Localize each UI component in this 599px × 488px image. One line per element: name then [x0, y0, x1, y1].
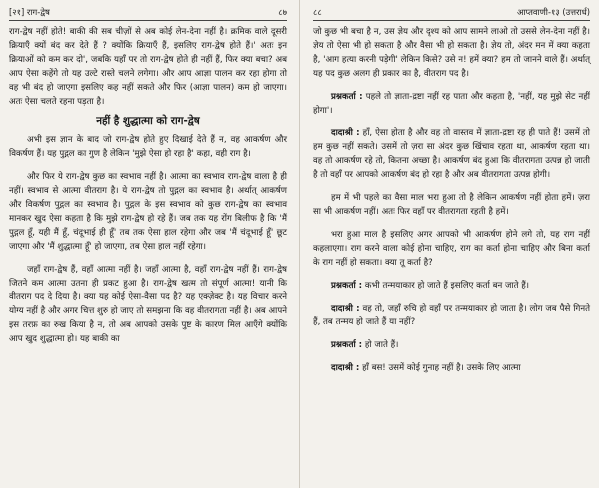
speaker-label: दादाश्री :	[331, 303, 360, 314]
dialogue-text: पहले तो ज्ञाता-द्रष्टा नहीं रह पाता और कहता है, 'नहीं, यह मुझे सेट नहीं होगा'।	[313, 91, 591, 116]
dialogue-text: कभी तन्मयाकार हो जाते हैं इसलिए कर्ता बन जाते हैं।	[364, 280, 530, 291]
left-paragraph-1: राग-द्वेष नहीं होते! बाकी की सब चीज़ों से अब कोई लेन-देना नहीं है। क्रमिक वाले दूसरी क्रियाएँ क्यों बंद कर देते हैं ? क्योंकि क्रियाएँ हैं, इसलिए राग-द्वेष होते हैं।' अतः इन क्रियाओं को कम कर दो', जबकि यहाँ पर तो राग-द्वेष होते ही नहीं हैं, फिर क्या बचा? अब आप ऐसा कहेंगे तो यह उल्टे रास्ते चलने लगेगा। और आप आज्ञा पालन कर रहा होगा तो वह भी बंद हो जाएगा इसलिए कह नहीं सकते और फिर (आज्ञा पालन) कम हो जाएगा। अतः ऐसा चलते रहना पड़ता है।	[9, 27, 287, 107]
dialogue-text: वह तो, जहाँ रुचि हो वहाँ पर तन्मयाकार हो जाता है। लोग जब पैसे गिनते हैं, तब तन्मय हो जाते हैं या नहीं?	[313, 303, 590, 328]
speaker-label: दादाश्री :	[331, 363, 360, 374]
right-paragraph-1: जो कुछ भी बचा है न, उस ज्ञेय और दृश्य को आप सामने लाओ तो उससे लेन-देना नहीं है। ज्ञेय तो ऐसा भी हो सकता है और वैसा भी हो सकता है। ज्ञेय तो, अंदर मन में क्या कहता है, 'आग हत्या करनी पड़ेगी' लेकिन किसे? उसे न! हमें क्या? हम तो जानने वाले हैं। अर्थात् यह पद कुछ अलग ही प्रकार का है, वीतराग पद है।	[313, 27, 590, 79]
right-paragraph-3: भरा हुआ माल है इसलिए अगर आपको भी आकर्षण होने लगे तो, यह राग नहीं कहलाएगा। राग करने वाला कोई होना चाहिए, राग का कर्ता होना चाहिए और बिना कर्ता के राग नहीं हो सकता। क्या तू कर्ता है?	[313, 229, 590, 268]
dialogue-text: हाँ बस! उसमें कोई गुनाह नहीं है। उसके लिए आत्मा	[362, 363, 521, 374]
speaker-label: दादाश्री :	[331, 128, 360, 139]
speaker-label: प्रश्नकर्ता :	[331, 91, 363, 102]
dialogue-question-2	[313, 280, 590, 294]
dialogue-question-3	[313, 339, 590, 353]
right-header-book-title: आप्तवाणी-१३ (उत्तरार्ध)	[516, 7, 590, 18]
dialogue-text: हो जाते हैं।	[364, 340, 399, 351]
left-page-header	[9, 6, 287, 21]
left-page	[0, 0, 299, 488]
left-paragraph-4: जहाँ राग-द्वेष हैं, वहाँ आत्मा नहीं है। जहाँ आत्मा है, वहाँ राग-द्वेष नहीं हैं। राग-द्वेष जितने कम आत्मा उतना ही प्रकट हुआ है। राग-द्वेष खत्म तो संपूर्ण आत्मा! यानी कि वीतराग पद दे दिया है। क्या यह कोई ऐसा-वैसा पद है? यह एक्ज़ेक्ट है। यह विचार करने योग्य नहीं है और अगर चित्त शुरु हो जाए तो समझना कि वह वीतरागता नहीं है। अब आपने इस तरफ़ का रुख किया है न, तो अब आपको उसके पुष्ट के कारण मिल आएँगे क्योंकि आप खुद शुद्धात्मा हो। यह बाकी का	[9, 264, 287, 345]
right-paragraph-2: हम में भी पहले का वैसा माल भरा हुआ तो है लेकिन आकर्षण नहीं होता हमें। ज़रा सा भी आकर्षण नहीं। अतः फिर वहाँ पर वीतरागता रहती है हमें।	[313, 193, 590, 217]
left-page-number: ८७	[278, 7, 287, 18]
dialogue-answer-3	[313, 362, 590, 376]
section-heading: नहीं है शुद्धात्मा को राग-द्वेष	[96, 115, 200, 128]
right-page-number: ८८	[313, 7, 322, 18]
dialogue-question-1	[313, 91, 590, 119]
speaker-label: प्रश्नकर्ता :	[331, 340, 363, 351]
dialogue-answer-1	[313, 127, 590, 183]
right-page	[300, 0, 599, 488]
right-page-header	[313, 6, 590, 21]
left-paragraph-3: और फिर ये राग-द्वेष कुछ का स्वभाव नहीं है। आत्मा का स्वभाव राग-द्वेष वाला है ही नहीं। स्वभाव से आत्मा वीतराग है। ये राग-द्वेष तो पुद्गल का स्वभाव है। अर्थात् आकर्षण और विकर्षण पुद्गल का स्वभाव है। पुद्गल के इस स्वभाव को कुछ राग-द्वेष का स्वभाव मानकर खुद ऐसा कहता है कि मुझे राग-द्वेष हो रहे हैं। जब तक यह रोंग बिलीफ है कि 'मैं पुद्गल हूँ, यही मैं हूँ, चंदूभाई ही हूँ' तब तक ऐसा हाल रहेगा और जब 'मैं चंदूभाई हूँ' छूट जाएगा और 'मैं शुद्धात्मा हूँ' हो जाएगा, तब ऐसा हाल नहीं रहेगा।	[9, 172, 287, 252]
dialogue-text: हाँ, ऐसा होता है और वह तो वास्तव में ज्ञाता-द्रष्टा रह ही पाते हैं! उसमें तो हम कुछ नहीं सकते। उसमें तो ज़रा सा अंदर कुछ खिंचाव रहता था, आकर्षण रहता था। वह तो आकर्षण रहे तो, कितना अच्छा है। आकर्षण बंद हुआ कि वीतरागता उत्पन्न हो जाती है तो वहाँ पर आपको आकर्षण बंद हो रहा है और अब वीतरागता उत्पन्न होगी।	[313, 128, 590, 181]
left-paragraph-2: अभी इस ज्ञान के बाद जो राग-द्वेष होते हुए दिखाई देते हैं न, वह आकर्षण और विकर्षण हैं। यह पुद्गल का गुण है लेकिन 'मुझे ऐसा हो रहा है' कहा, वही राग है।	[9, 135, 287, 160]
speaker-label: प्रश्नकर्ता :	[331, 280, 363, 291]
left-header-chapter: [२१] राग-द्वेष	[9, 7, 50, 18]
dialogue-answer-2	[313, 303, 590, 331]
